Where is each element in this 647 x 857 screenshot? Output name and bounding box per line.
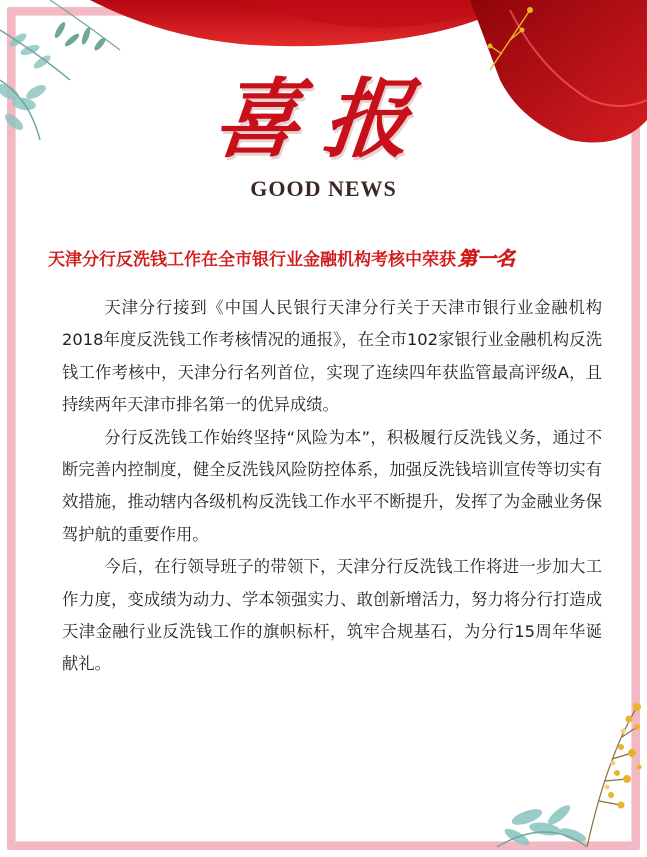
article-title bbox=[48, 244, 608, 271]
article-title-highlight: 第一名 bbox=[458, 248, 516, 270]
paragraph-1: 天津分行接到《中国人民银行天津分行关于天津市银行业金融机构2018年度反洗钱工作考核情况的通报》，在全市102家银行业金融机构反洗钱工作考核中，天津分行名列首位，实现了连续四年获监管最高评级A，且持续两年天津市排名第一的优异成绩。 bbox=[62, 298, 602, 415]
headline-xibao: 喜报 bbox=[208, 69, 439, 170]
headline-block bbox=[0, 69, 647, 170]
paragraph-3: 今后，在行领导班子的带领下，天津分行反洗钱工作将进一步加大工作力度，变成绩为动力、学本领强实力、敢创新增活力，努力将分行打造成天津金融行业反洗钱工作的旗帜标杆，筑牢合规基石，为分行15周年华诞献礼。 bbox=[62, 557, 602, 674]
flower-spray-icon bbox=[487, 697, 647, 857]
subheadline-good-news: GOOD NEWS bbox=[250, 176, 397, 201]
paragraph-2: 分行反洗钱工作始终坚持“风险为本”，积极履行反洗钱义务，通过不断完善内控制度，健全反洗钱风险防控体系，加强反洗钱培训宣传等切实有效措施，推动辖内各级机构反洗钱工作水平不断提升，发挥了为金融业务保驾护航的重要作用。 bbox=[62, 427, 602, 544]
article-body bbox=[62, 292, 602, 681]
article-title-main: 天津分行反洗钱工作在全市银行业金融机构考核中荣获 bbox=[48, 250, 456, 270]
